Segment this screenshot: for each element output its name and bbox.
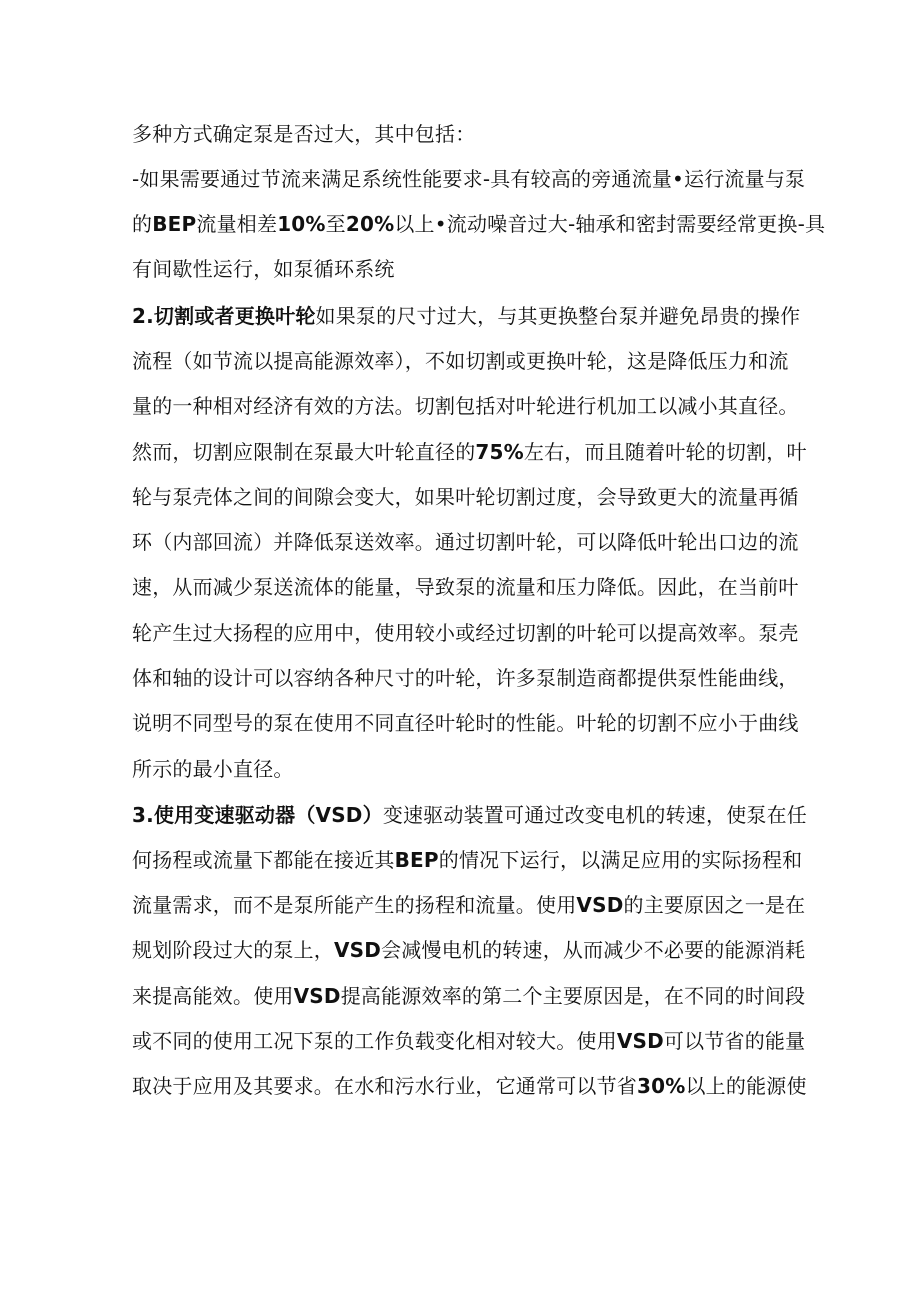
text-segment: 所示的最小直径。 — [132, 757, 294, 781]
bold-text-segment: VSD — [616, 1029, 664, 1053]
text-segment: 提高能源效率的第二个主要原因是，在不同的时间段 — [340, 984, 806, 1008]
text-line — [132, 527, 799, 557]
text-segment: 然而，切割应限制在泵最大叶轮直径的 — [132, 440, 476, 464]
text-segment: 左右，而且随着叶轮的切割，叶 — [523, 440, 807, 464]
text-line — [132, 437, 807, 467]
text-segment: 量的一种相对经济有效的方法。切割包括对叶轮进行机加工以减小其直径。 — [132, 394, 799, 418]
text-segment: 流量需求，而不是泵所能产生的扬程和流量。使用 — [132, 893, 577, 917]
bold-text-segment: VSD — [293, 984, 341, 1008]
text-segment: 来提高能效。使用 — [132, 984, 294, 1008]
text-line — [132, 845, 802, 875]
text-line — [132, 164, 805, 194]
text-segment: 速，从而减少泵送流体的能量，导致泵的流量和压力降低。因此，在当前叶 — [132, 575, 799, 599]
bold-text-segment: 20% — [345, 212, 395, 236]
text-segment: 体和轴的设计可以容纳各种尺寸的叶轮，许多泵制造商都提供泵性能曲线， — [132, 666, 799, 690]
text-line — [132, 1071, 807, 1101]
text-line — [132, 981, 805, 1011]
text-line — [132, 618, 799, 648]
text-segment: 以上•流动噪音过大-轴承和密封需要经常更换-具 — [394, 212, 826, 236]
text-line — [132, 890, 805, 920]
text-segment: 多种方式确定泵是否过大，其中包括： — [132, 122, 476, 146]
text-segment: 以上的能源使 — [685, 1074, 807, 1098]
bold-text-segment: 3.使用变速驱动器（VSD） — [132, 803, 383, 827]
text-segment: 会减慢电机的转速，从而减少不必要的能源消耗 — [381, 938, 806, 962]
text-segment: 轮与泵壳体之间的间隙会变大，如果叶轮切割过度，会导致更大的流量再循 — [132, 485, 799, 509]
bold-text-segment: 30% — [637, 1074, 686, 1098]
text-segment: 何扬程或流量下都能在接近其 — [132, 848, 395, 872]
bold-text-segment: VSD — [334, 938, 382, 962]
bold-text-segment: BEP — [152, 212, 197, 236]
text-line — [132, 754, 294, 784]
text-segment: 有间歇性运行，如泵循环系统 — [132, 257, 395, 281]
text-segment: -如果需要通过节流来满足系统性能要求-具有较高的旁通流量•运行流量与泵 — [132, 167, 806, 191]
text-segment: 至 — [325, 212, 346, 236]
bold-text-segment: 75% — [475, 440, 524, 464]
bold-text-segment: 2.切割或者更换叶轮 — [132, 304, 316, 328]
text-segment: 说明不同型号的泵在使用不同直径叶轮时的性能。叶轮的切割不应小于曲线 — [132, 711, 799, 735]
text-segment: 流程（如节流以提高能源效率），不如切割或更换叶轮，这是降低压力和流 — [132, 349, 789, 373]
text-line — [132, 301, 800, 331]
text-line — [132, 708, 799, 738]
bold-text-segment: VSD — [576, 893, 624, 917]
text-segment: 流量相差 — [196, 212, 278, 236]
text-line — [132, 391, 799, 421]
text-line — [132, 209, 825, 239]
text-line — [132, 935, 805, 965]
text-segment: 的主要原因之一是在 — [623, 893, 806, 917]
text-line — [132, 800, 807, 830]
text-line — [132, 572, 799, 602]
text-segment: 的 — [132, 212, 153, 236]
text-line — [132, 482, 799, 512]
text-line — [132, 119, 475, 149]
text-segment: 或不同的使用工况下泵的工作负载变化相对较大。使用 — [132, 1029, 617, 1053]
text-segment: 如果泵的尺寸过大，与其更换整台泵并避免昂贵的操作 — [315, 304, 801, 328]
text-segment: 规划阶段过大的泵上， — [132, 938, 334, 962]
text-segment: 可以节省的能量 — [663, 1029, 806, 1053]
text-segment: 的情况下运行，以满足应用的实际扬程和 — [438, 848, 803, 872]
bold-text-segment: 10% — [277, 212, 326, 236]
text-line — [132, 346, 789, 376]
text-segment: 变速驱动装置可通过改变电机的转速，使泵在任 — [382, 803, 808, 827]
text-line — [132, 663, 799, 693]
text-line — [132, 1026, 805, 1056]
bold-text-segment: BEP — [394, 848, 439, 872]
text-segment: 取决于应用及其要求。在水和污水行业，它通常可以节省 — [132, 1074, 637, 1098]
text-line — [132, 254, 395, 284]
text-segment: 轮产生过大扬程的应用中，使用较小或经过切割的叶轮可以提高效率。泵壳 — [132, 621, 799, 645]
text-segment: 环（内部回流）并降低泵送效率。通过切割叶轮，可以降低叶轮出口边的流 — [132, 530, 799, 554]
